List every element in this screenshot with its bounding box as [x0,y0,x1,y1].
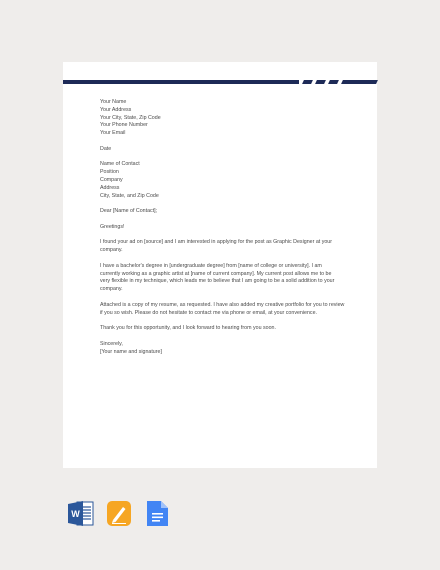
recipient-company: Company [100,176,123,183]
paragraph-line: company. [100,247,123,254]
paragraph [100,301,345,318]
paragraph-line: currently working as a graphic artist at [name of current company]. My current post allows me to be [100,270,332,277]
svg-text:W: W [71,509,80,519]
paragraph [100,239,340,255]
paragraph: Thank you for this opportunity, and I look forward to hearing from you soon. [100,325,276,332]
recipient-block [100,161,340,200]
sender-email: Your Email [100,130,126,137]
header-stripe [341,80,378,84]
sender-name: Your Name [100,99,127,105]
greeting: Greetings! [100,223,125,230]
recipient-city: City, State, and Zip Code [100,192,159,199]
closing: Sincerely, [100,340,123,347]
sender-city: Your City, State, Zip Code [100,114,161,121]
recipient-name: Name of Contact [100,161,140,168]
sender-block [100,99,340,138]
paragraph-line: very flexible in my technique, which leads me to believe that I am going to be a solid addition to your [100,278,335,285]
paragraph-line: I have a bachelor's degree in [undergraduate degree] from [name of college or university]. I am [100,262,322,269]
sender-phone: Your Phone Number [100,122,148,129]
header-stripe [302,80,313,84]
letter-body [100,99,345,356]
sender-address: Your Address [100,106,132,113]
google-docs-icon[interactable] [144,500,170,527]
paragraph-line: Attached is a copy of my resume, as requested. I have also added my creative portfolio for you to review [100,301,345,308]
recipient-position: Position [100,169,119,176]
paragraph-line: company. [100,286,123,293]
signature: [Your name and signature] [100,348,162,355]
app-icons [68,500,170,527]
paragraph [100,263,340,294]
salutation: Dear [Name of Contact]; [100,208,158,215]
header-band [63,80,299,84]
letter-date: Date [100,145,112,152]
word-icon[interactable] [68,500,94,527]
paragraph-line: I found your ad on [source] and I am interested in applying for the post as Graphic Designer at your [100,239,333,246]
recipient-address: Address [100,184,120,191]
letter-page [63,62,377,468]
header-stripe [315,80,326,84]
paragraph-line: if you so wish. Please do not hesitate to contact me via phone or email, at your convenience. [100,309,318,316]
header-stripe [328,80,339,84]
pages-icon[interactable] [106,500,132,527]
